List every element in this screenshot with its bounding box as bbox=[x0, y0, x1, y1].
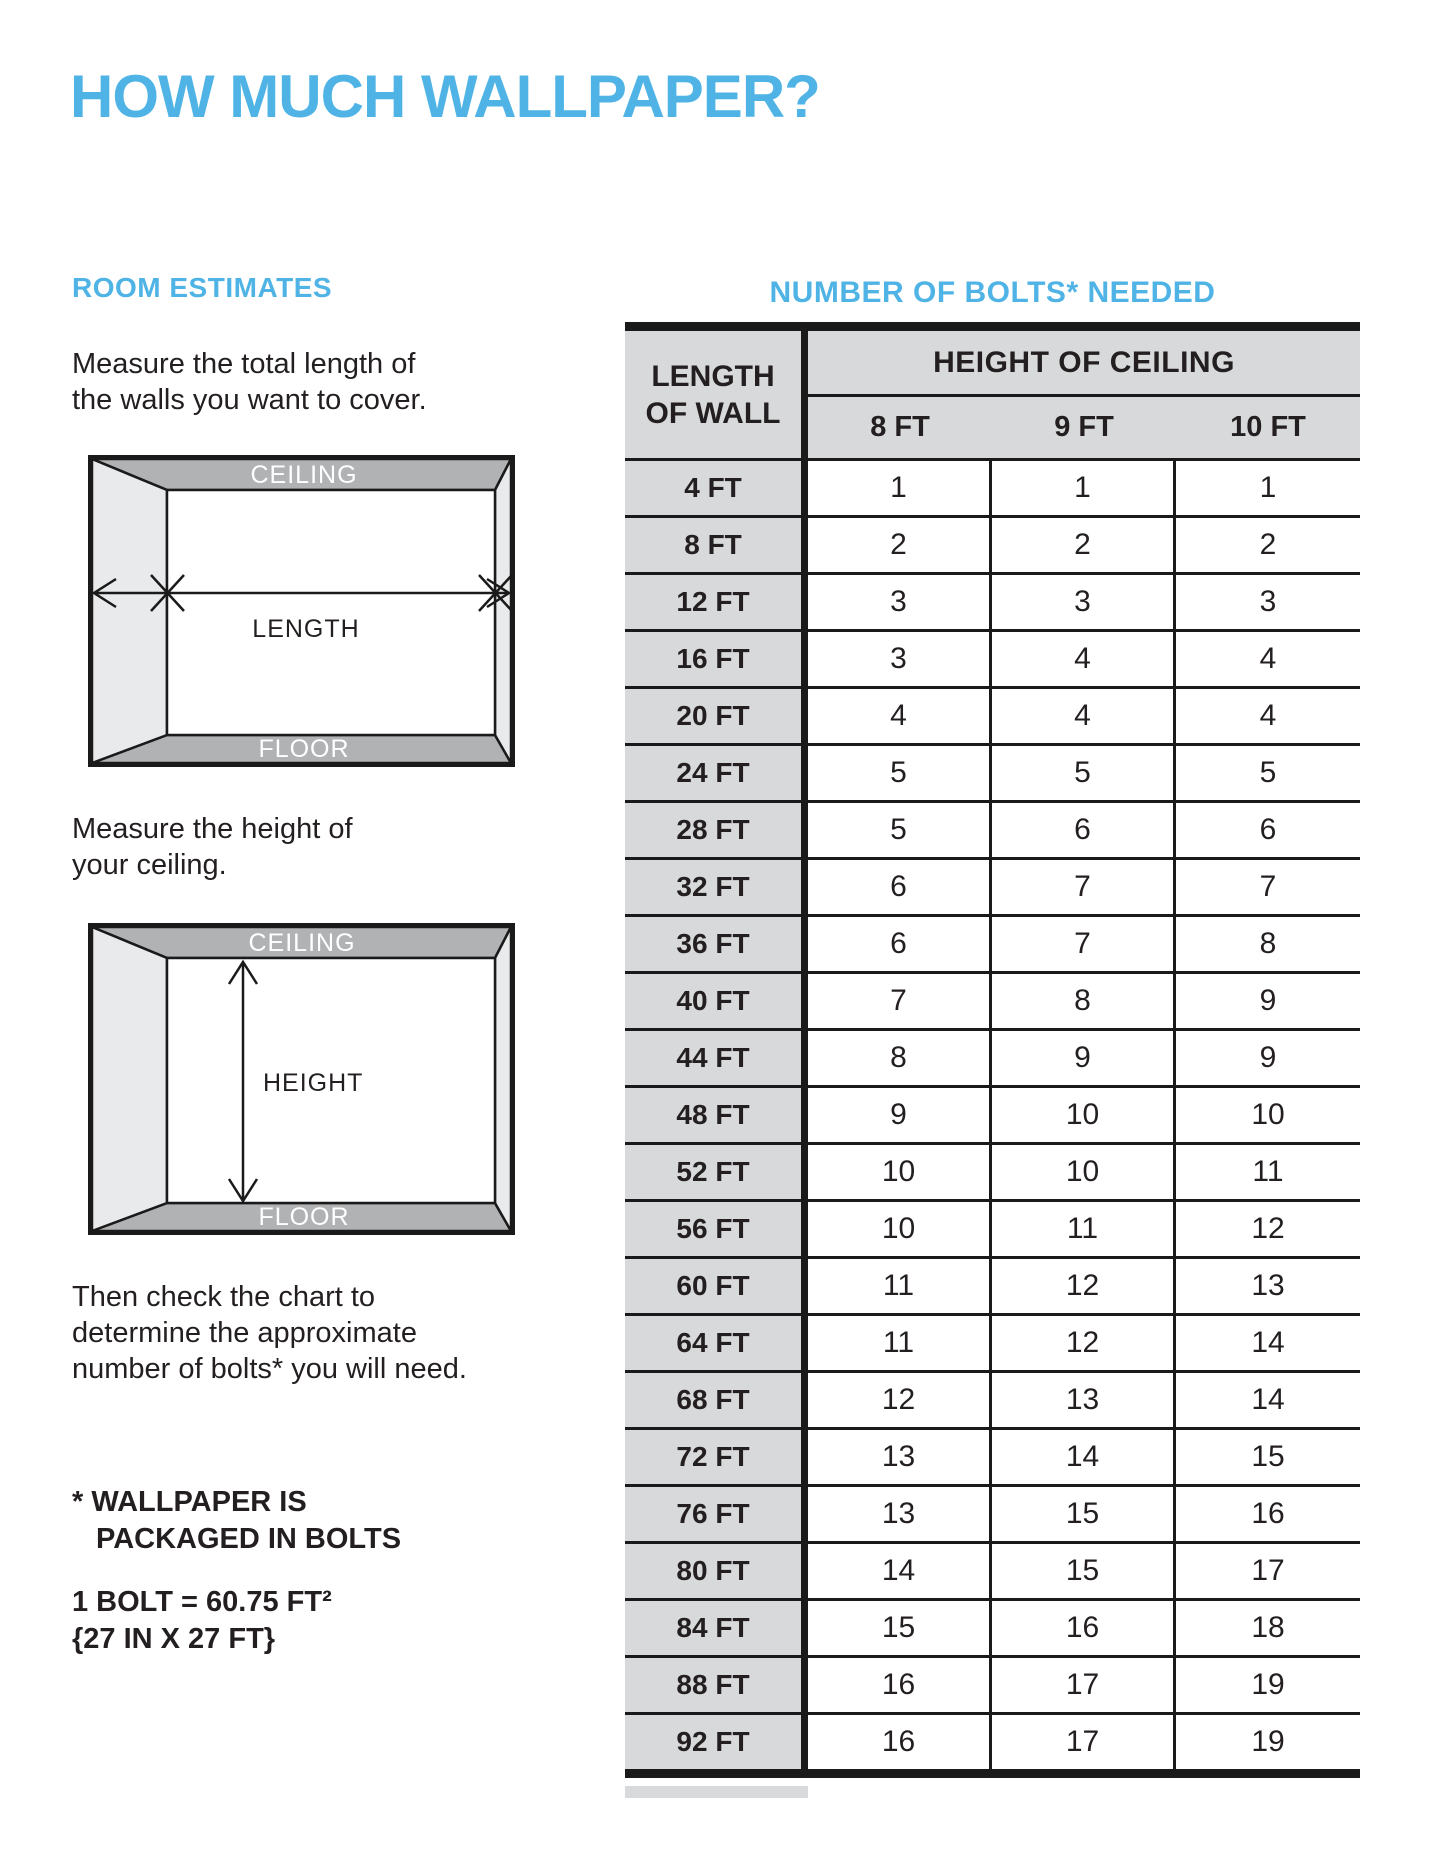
table-row-label: 64 FT bbox=[625, 1313, 808, 1370]
table-label-column-stub bbox=[625, 1786, 808, 1798]
table-cell: 17 bbox=[992, 1712, 1176, 1769]
table-cell: 5 bbox=[992, 743, 1176, 800]
corner-header-line1: LENGTH bbox=[651, 359, 775, 393]
table-cell: 12 bbox=[808, 1370, 992, 1427]
instruction-height-line2: your ceiling. bbox=[72, 849, 227, 881]
instruction-length-line1: Measure the total length of bbox=[72, 348, 416, 380]
table-row-label: 36 FT bbox=[625, 914, 808, 971]
table-cell: 13 bbox=[808, 1427, 992, 1484]
table-cell: 10 bbox=[992, 1142, 1176, 1199]
table-cell: 17 bbox=[1176, 1541, 1360, 1598]
table-cell: 13 bbox=[808, 1484, 992, 1541]
table-cell: 15 bbox=[992, 1484, 1176, 1541]
table-cell: 16 bbox=[808, 1712, 992, 1769]
instruction-length-line2: the walls you want to cover. bbox=[72, 384, 427, 416]
table-cell: 19 bbox=[1176, 1655, 1360, 1712]
instruction-height-line1: Measure the height of bbox=[72, 813, 353, 845]
bolts-footnote-line1: * WALLPAPER IS bbox=[72, 1486, 307, 1518]
table-row-label: 40 FT bbox=[625, 971, 808, 1028]
table-row-label: 80 FT bbox=[625, 1541, 808, 1598]
corner-header-length-of-wall bbox=[625, 331, 808, 458]
floor-label: FLOOR bbox=[258, 1203, 350, 1231]
column-header-9ft: 9 FT bbox=[992, 397, 1176, 458]
table-cell: 9 bbox=[808, 1085, 992, 1142]
table-cell: 4 bbox=[1176, 686, 1360, 743]
instruction-chart-line2: determine the approximate bbox=[72, 1317, 417, 1349]
table-cell: 11 bbox=[992, 1199, 1176, 1256]
table-cell: 6 bbox=[992, 800, 1176, 857]
table-cell: 11 bbox=[808, 1313, 992, 1370]
instruction-chart bbox=[72, 1279, 467, 1387]
table-cell: 12 bbox=[992, 1313, 1176, 1370]
table-row-label: 12 FT bbox=[625, 572, 808, 629]
table-cell: 1 bbox=[1176, 458, 1360, 515]
table-cell: 9 bbox=[992, 1028, 1176, 1085]
table-cell: 2 bbox=[1176, 515, 1360, 572]
instruction-height bbox=[72, 811, 353, 883]
left-wall-panel bbox=[92, 459, 167, 763]
table-cell: 14 bbox=[1176, 1370, 1360, 1427]
table-row-label: 48 FT bbox=[625, 1085, 808, 1142]
table-cell: 9 bbox=[1176, 1028, 1360, 1085]
table-cell: 10 bbox=[1176, 1085, 1360, 1142]
table-cell: 5 bbox=[808, 743, 992, 800]
table-row-label: 32 FT bbox=[625, 857, 808, 914]
table-cell: 10 bbox=[808, 1199, 992, 1256]
table-cell: 10 bbox=[992, 1085, 1176, 1142]
table-cell: 19 bbox=[1176, 1712, 1360, 1769]
table-cell: 15 bbox=[1176, 1427, 1360, 1484]
table-cell: 14 bbox=[808, 1541, 992, 1598]
table-row-label: 76 FT bbox=[625, 1484, 808, 1541]
ceiling-label: CEILING bbox=[248, 929, 356, 957]
table-cell: 14 bbox=[1176, 1313, 1360, 1370]
table-cell: 6 bbox=[1176, 800, 1360, 857]
table-cell: 8 bbox=[808, 1028, 992, 1085]
corner-header-line2: OF WALL bbox=[645, 396, 781, 430]
table-cell: 7 bbox=[1176, 857, 1360, 914]
table-cell: 9 bbox=[1176, 971, 1360, 1028]
table-row-label: 68 FT bbox=[625, 1370, 808, 1427]
table-cell: 10 bbox=[808, 1142, 992, 1199]
table-cell: 3 bbox=[808, 572, 992, 629]
table-row-label: 72 FT bbox=[625, 1427, 808, 1484]
table-cell: 4 bbox=[992, 629, 1176, 686]
table-cell: 3 bbox=[808, 629, 992, 686]
instruction-length bbox=[72, 346, 427, 418]
table-row-label: 8 FT bbox=[625, 515, 808, 572]
room-estimates-heading: ROOM ESTIMATES bbox=[72, 272, 333, 303]
table-row-label: 4 FT bbox=[625, 458, 808, 515]
table-row-label: 92 FT bbox=[625, 1712, 808, 1769]
room-length-diagram bbox=[88, 455, 515, 767]
room-height-diagram bbox=[88, 923, 515, 1235]
table-cell: 16 bbox=[1176, 1484, 1360, 1541]
room-height-diagram-svg bbox=[88, 923, 515, 1235]
length-label: LENGTH bbox=[252, 615, 360, 643]
table-cell: 16 bbox=[992, 1598, 1176, 1655]
bolt-size-line1: 1 BOLT = 60.75 FT² bbox=[72, 1586, 332, 1618]
bolt-size-line2: {27 IN X 27 FT} bbox=[72, 1623, 276, 1655]
table-cell: 5 bbox=[1176, 743, 1360, 800]
right-wall-panel bbox=[495, 927, 511, 1231]
table-cell: 5 bbox=[808, 800, 992, 857]
table-cell: 17 bbox=[992, 1655, 1176, 1712]
table-row-label: 24 FT bbox=[625, 743, 808, 800]
column-header-10ft: 10 FT bbox=[1176, 397, 1360, 458]
bolts-footnote bbox=[72, 1484, 401, 1558]
column-header-8ft: 8 FT bbox=[808, 397, 992, 458]
table-cell: 4 bbox=[808, 686, 992, 743]
table-heading: NUMBER OF BOLTS* NEEDED bbox=[769, 276, 1216, 309]
table-cell: 4 bbox=[1176, 629, 1360, 686]
table-cell: 14 bbox=[992, 1427, 1176, 1484]
table-cell: 2 bbox=[992, 515, 1176, 572]
bolts-table bbox=[625, 322, 1360, 1778]
table-row-label: 60 FT bbox=[625, 1256, 808, 1313]
table-cell: 7 bbox=[992, 857, 1176, 914]
table-cell: 11 bbox=[808, 1256, 992, 1313]
page-title: HOW MUCH WALLPAPER? bbox=[70, 63, 820, 130]
table-row-label: 84 FT bbox=[625, 1598, 808, 1655]
table-cell: 7 bbox=[992, 914, 1176, 971]
table-cell: 12 bbox=[1176, 1199, 1360, 1256]
table-cell: 3 bbox=[992, 572, 1176, 629]
bolt-size-info bbox=[72, 1584, 332, 1658]
table-cell: 1 bbox=[808, 458, 992, 515]
table-row-label: 44 FT bbox=[625, 1028, 808, 1085]
table-cell: 1 bbox=[992, 458, 1176, 515]
table-cell: 2 bbox=[808, 515, 992, 572]
table-cell: 15 bbox=[992, 1541, 1176, 1598]
floor-label: FLOOR bbox=[258, 735, 350, 763]
table-row-label: 56 FT bbox=[625, 1199, 808, 1256]
instruction-chart-line3: number of bolts* you will need. bbox=[72, 1353, 467, 1385]
table-cell: 18 bbox=[1176, 1598, 1360, 1655]
table-cell: 3 bbox=[1176, 572, 1360, 629]
table-cell: 15 bbox=[808, 1598, 992, 1655]
instruction-chart-line1: Then check the chart to bbox=[72, 1281, 376, 1313]
table-row-label: 28 FT bbox=[625, 800, 808, 857]
table-cell: 13 bbox=[1176, 1256, 1360, 1313]
ceiling-label: CEILING bbox=[250, 461, 358, 489]
table-cell: 13 bbox=[992, 1370, 1176, 1427]
table-cell: 8 bbox=[1176, 914, 1360, 971]
table-row-label: 16 FT bbox=[625, 629, 808, 686]
table-cell: 12 bbox=[992, 1256, 1176, 1313]
table-cell: 6 bbox=[808, 914, 992, 971]
bolts-footnote-line2: PACKAGED IN BOLTS bbox=[96, 1523, 402, 1555]
table-row-label: 20 FT bbox=[625, 686, 808, 743]
table-cell: 6 bbox=[808, 857, 992, 914]
table-row-label: 52 FT bbox=[625, 1142, 808, 1199]
table-cell: 11 bbox=[1176, 1142, 1360, 1199]
back-wall-panel bbox=[167, 490, 495, 735]
table-cell: 8 bbox=[992, 971, 1176, 1028]
room-length-diagram-svg bbox=[88, 455, 515, 767]
left-wall-panel bbox=[92, 927, 167, 1231]
table-cell: 7 bbox=[808, 971, 992, 1028]
table-cell: 4 bbox=[992, 686, 1176, 743]
height-label: HEIGHT bbox=[263, 1069, 364, 1097]
group-header-height-of-ceiling: HEIGHT OF CEILING bbox=[808, 331, 1360, 397]
table-row-label: 88 FT bbox=[625, 1655, 808, 1712]
table-cell: 16 bbox=[808, 1655, 992, 1712]
right-wall-panel bbox=[495, 459, 511, 763]
